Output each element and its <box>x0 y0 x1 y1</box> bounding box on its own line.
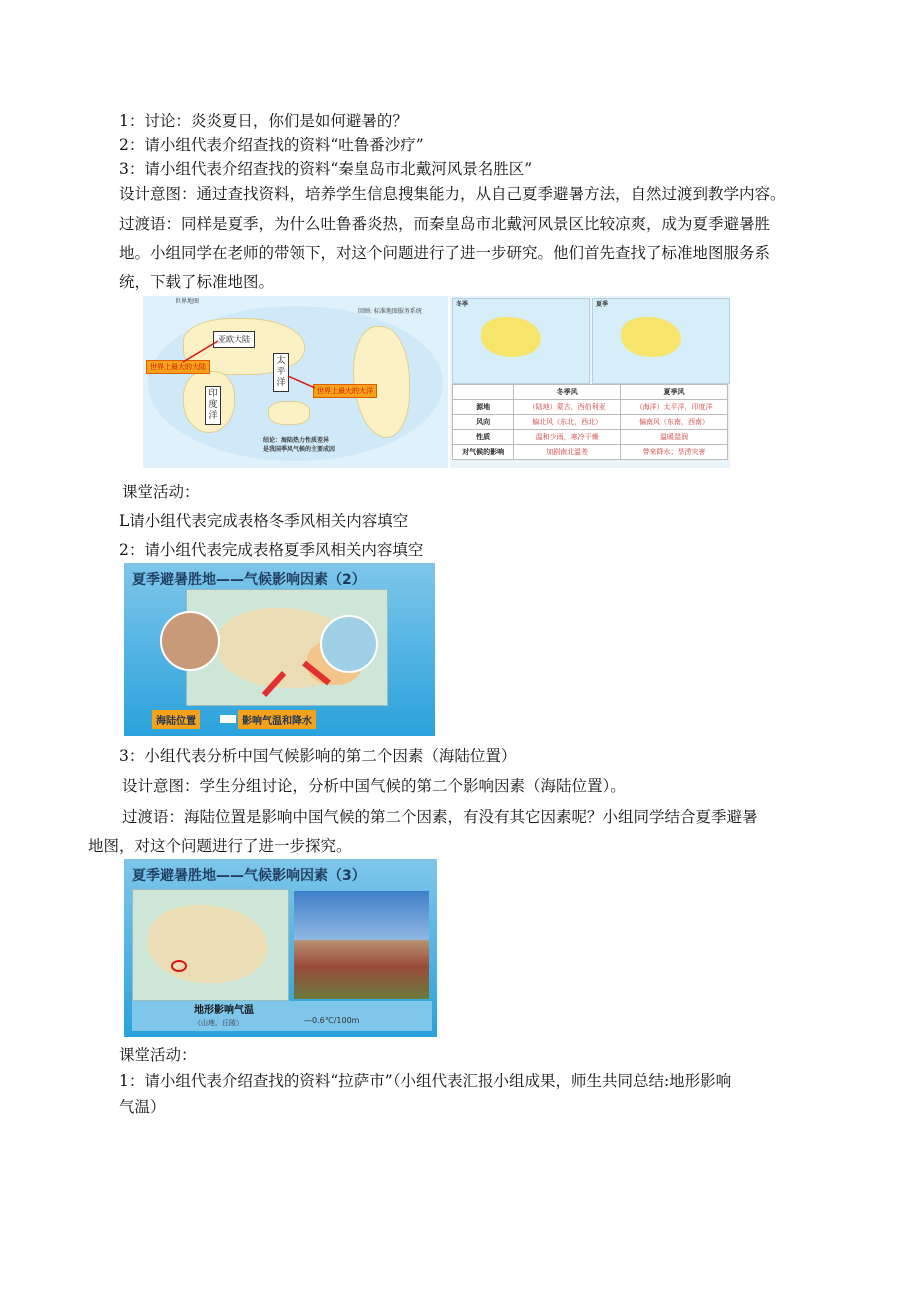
table-cell: （陆地）蒙古，西伯利亚 <box>514 400 621 415</box>
header-cell <box>453 385 514 400</box>
header-cell: 夏季风 <box>621 385 728 400</box>
paragraph-summer-monsoon-task: 2：请小组代表完成表格夏季风相关内容填空 <box>119 541 424 559</box>
paragraph-lhasa-a: 1：请小组代表介绍查找的资料“拉萨市”（小组代表汇报小组成果，师生共同总结:地形影响 <box>119 1072 732 1090</box>
tag-arrow <box>220 715 236 723</box>
table-cell: 性质 <box>453 430 514 445</box>
tag-sea-land: 海陆位置 <box>152 710 200 729</box>
slide2-title: 夏季避暑胜地——气候影响因素（2） <box>132 572 366 588</box>
summer-label: 夏季 <box>596 301 609 308</box>
label-largest-continent: 世界上最大的大陆 <box>146 360 210 374</box>
paragraph-design-intent-2: 设计意图：学生分组讨论，分析中国气候的第二个影响因素（海陆位置）。 <box>122 777 626 795</box>
arrow-pacific <box>288 376 315 388</box>
slide3-title: 夏季避暑胜地——气候影响因素（3） <box>132 868 366 884</box>
winter-china-shape <box>481 317 541 357</box>
slide3-caption: 地形影响气温 <box>194 1005 254 1016</box>
table-cell: 偏南风（东南，西南） <box>621 415 728 430</box>
slide3-china-map <box>132 889 289 1001</box>
slide-terrain <box>124 859 437 1037</box>
winter-map <box>452 298 590 384</box>
arrow-southwest <box>264 673 284 695</box>
table-cell: 带来降水；旱涝灾害 <box>621 445 728 460</box>
table-cell: 加剧南北温差 <box>514 445 621 460</box>
winter-label: 冬季 <box>456 301 469 308</box>
table-cell: 偏北风（东北，西北） <box>514 415 621 430</box>
paragraph-design-intent-1: 设计意图：通过查找资料，培养学生信息搜集能力，从自己夏季避暑方法，自然过渡到教学内容。 <box>119 185 786 203</box>
slide3-caption-box <box>132 1001 432 1031</box>
table-cell: 风向 <box>453 415 514 430</box>
conclusion-line-1: 结论：海陆热力性质差异 <box>263 437 330 444</box>
arrow-southeast <box>304 663 329 683</box>
label-eurasia: 亚欧大陆 <box>213 331 255 348</box>
table-row <box>453 445 728 460</box>
paragraph-winter-monsoon-task: L请小组代表完成表格冬季风相关内容填空 <box>119 512 409 530</box>
paragraph-second-factor: 3：小组代表分析中国气候影响的第二个因素（海陆位置） <box>119 747 517 765</box>
header-cell: 冬季风 <box>514 385 621 400</box>
table-cell: 温暖湿润 <box>621 430 728 445</box>
table-header-row <box>453 385 728 400</box>
table-cell: 对气候的影响 <box>453 445 514 460</box>
table-cell: 源地 <box>453 400 514 415</box>
slide-sea-land-position <box>124 563 435 736</box>
paragraph-transition-2a: 过渡语：海陆位置是影响中国气候的第二个因素，有没有其它因素呢？小组同学结合夏季避暑 <box>122 808 758 826</box>
tag-affects-temp-rain: 影响气温和降水 <box>238 710 316 729</box>
label-pacific: 太平洋 <box>273 353 289 392</box>
paragraph-transition-1a: 过渡语：同样是夏季，为什么吐鲁番炎热，而秦皇岛市北戴河风景区比较凉爽，成为夏季避暑胜 <box>119 215 771 233</box>
paragraph-discussion: 1：讨论：炎炎夏日，你们是如何避暑的？ <box>119 112 408 130</box>
table-row <box>453 430 728 445</box>
table-cell: （海洋）太平洋，印度洋 <box>621 400 728 415</box>
label-largest-ocean: 世界上最大的大洋 <box>313 384 377 398</box>
paragraph-transition-2b: 地图，对这个问题进行了进一步探究。 <box>88 837 352 855</box>
label-indian-ocean: 印度洋 <box>205 386 221 425</box>
summer-china-shape <box>621 317 681 357</box>
conclusion-line-2: 是我国季风气候的主要成因 <box>263 446 336 453</box>
paragraph-lhasa-b: 气温） <box>119 1098 166 1116</box>
monsoon-table <box>452 384 728 460</box>
table-cell: 温和少雨，寒冷干燥 <box>514 430 621 445</box>
paragraph-class-activity-2: 课堂活动： <box>119 1046 197 1064</box>
world-map-figure <box>143 296 448 468</box>
slide3-potala-photo <box>294 891 429 999</box>
monsoon-figure <box>450 296 730 468</box>
map-note: 回顾: 标准地图服务系统 <box>358 308 422 315</box>
slide3-china-shape <box>148 905 268 983</box>
map-title: 世界地图 <box>175 298 200 305</box>
paragraph-transition-1b: 地。小组同学在老师的带领下，对这个问题进行了进一步研究。他们首先查找了标准地图服务系 <box>119 244 771 262</box>
table-row <box>453 400 728 415</box>
summer-map <box>592 298 730 384</box>
paragraph-transition-1c: 统，下载了标准地图。 <box>119 273 275 291</box>
slide3-lapse-rate: —0.6℃/100m <box>304 1016 360 1025</box>
paragraph-turpan: 2：请小组代表介绍查找的资料“吐鲁番沙疗” <box>119 136 424 154</box>
paragraph-beidaihe: 3：请小组代表介绍查找的资料“秦皇岛市北戴河风景名胜区” <box>119 160 533 178</box>
arrow-eurasia <box>183 341 218 362</box>
slide3-caption-sub: （山地，丘陵） <box>194 1019 243 1027</box>
table-row <box>453 415 728 430</box>
slide3-tibet-marker <box>171 960 187 972</box>
paragraph-class-activity-1: 课堂活动： <box>122 483 200 501</box>
